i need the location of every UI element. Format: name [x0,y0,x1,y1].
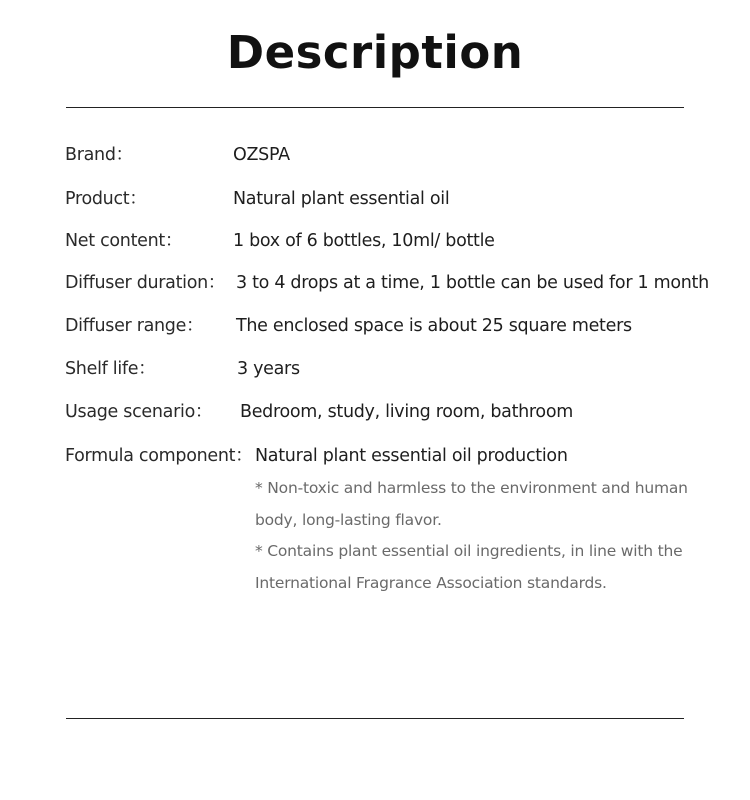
spec-row-shelf-life [65,356,750,382]
spec-value: The enclosed space is about 25 square meters [236,316,632,336]
formula-note-line: International Fragrance Association standards. [255,574,607,592]
spec-label: Brand： [65,145,133,165]
spec-value: Natural plant essential oil production [255,446,568,466]
spec-value: Bedroom, study, living room, bathroom [240,402,573,422]
spec-row-product [65,186,750,212]
spec-row-brand [65,142,750,168]
spec-row-net-content [65,228,750,254]
spec-label: Usage scenario： [65,402,213,422]
spec-label: Net content： [65,231,183,251]
spec-value: 3 years [237,359,300,379]
spec-row-diffuser-range [65,313,750,339]
formula-note-line: body, long-lasting flavor. [255,511,442,529]
spec-value: Natural plant essential oil [233,189,450,209]
spec-value: OZSPA [233,145,290,165]
spec-label: Diffuser range： [65,316,204,336]
spec-label: Product： [65,189,147,209]
spec-row-formula-component [65,443,750,469]
page-title: Description [226,26,524,79]
spec-label: Diffuser duration： [65,273,226,293]
spec-value: 3 to 4 drops at a time, 1 bottle can be used for 1 month [236,273,709,293]
top-divider [66,107,684,108]
spec-label: Formula component： [65,446,253,466]
formula-note-line: * Contains plant essential oil ingredients, in line with the [255,542,683,560]
formula-note-line: * Non-toxic and harmless to the environment and human [255,479,688,497]
spec-row-diffuser-duration [65,270,750,296]
spec-row-usage-scenario [65,399,750,425]
bottom-divider [66,718,684,719]
spec-value: 1 box of 6 bottles, 10ml/ bottle [233,231,495,251]
spec-label: Shelf life： [65,359,156,379]
